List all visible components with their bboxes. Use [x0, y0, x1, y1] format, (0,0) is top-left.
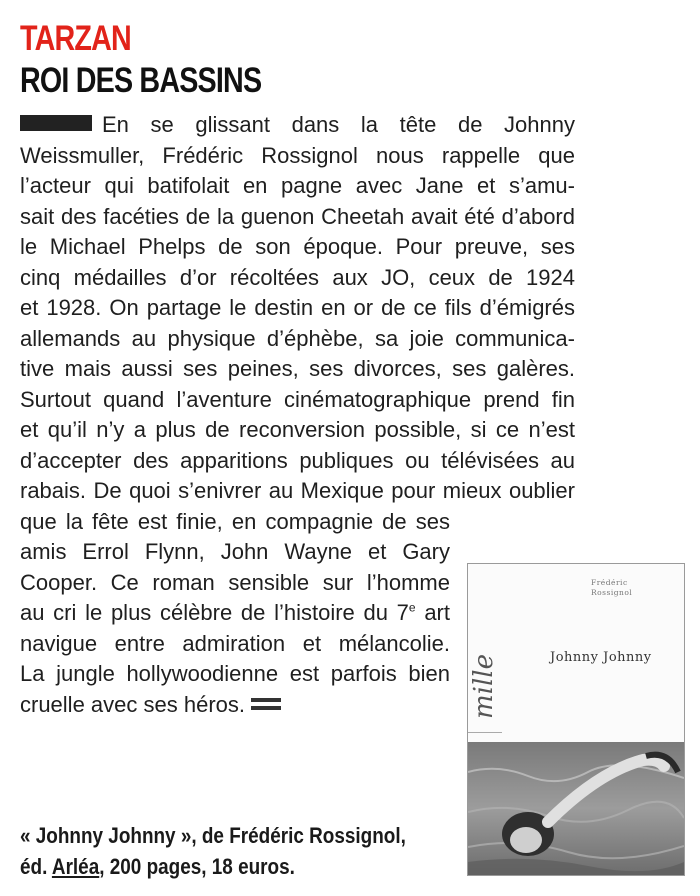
- body-line: navigue entre admiration et mélancolie.: [20, 630, 450, 656]
- body-line: La jungle hollywoodienne est parfois bien: [20, 661, 450, 686]
- article-headline: ROI DES BASSINS: [20, 61, 262, 100]
- caption-details-line: éd. Arléa, 200 pages, 18 euros.: [20, 854, 295, 879]
- book-cover: [467, 563, 685, 876]
- swimmer-photo: [468, 742, 684, 875]
- publisher-link[interactable]: Arléa: [51, 854, 100, 879]
- body-line: l’acteur qui batifolait en pagne avec Jane et s’amu-: [20, 173, 575, 198]
- cover-spine-label: mille: [469, 654, 499, 719]
- body-line: au cri le plus célèbre de l’histoire du 7e art: [20, 600, 450, 625]
- body-line: et 1928. On partage le destin en or de ce fils d’émigrés: [20, 295, 575, 320]
- body-line: et qu’il n’y a plus de reconversion possible, si ce n’est: [20, 417, 575, 442]
- body-line: Surtout quand l’aventure cinématographique prend fin: [20, 386, 575, 412]
- body-line: tive mais aussi ses peines, ses divorces, ses galères.: [20, 356, 575, 381]
- cover-author: Frédéric Rossignol: [591, 578, 633, 597]
- body-line: que la fête est finie, en compagnie de ses: [20, 508, 450, 534]
- body-line: allemands au physique d’éphèbe, sa joie communica-: [20, 325, 575, 351]
- body-line: sait des facéties de la guenon Cheetah avait été d’abord: [20, 203, 575, 229]
- body-line: cinq médailles d’or récoltées aux JO, ceux de 1924: [20, 264, 575, 290]
- lead-in-bar: [20, 115, 92, 131]
- body-line: Weissmuller, Frédéric Rossignol nous rappelle que: [20, 142, 575, 168]
- end-mark: [251, 698, 281, 710]
- body-line: rabais. De quoi s’enivrer au Mexique pour mieux oublier: [20, 478, 575, 503]
- body-line: Cooper. Ce roman sensible sur l’homme: [20, 569, 450, 595]
- body-line: d’accepter des apparitions publiques ou télévisées au: [20, 447, 575, 473]
- section-kicker: TARZAN: [20, 19, 131, 58]
- body-line: cruelle avec ses héros.: [20, 690, 575, 721]
- cover-divider: [468, 732, 502, 733]
- cover-title: Johnny Johnny: [550, 650, 652, 665]
- body-line: En se glissant dans la tête de Johnny: [20, 110, 575, 141]
- body-line: amis Errol Flynn, John Wayne et Gary: [20, 539, 450, 564]
- body-line: le Michael Phelps de son époque. Pour preuve, ses: [20, 234, 575, 259]
- caption-title-line: « Johnny Johnny », de Frédéric Rossignol,: [20, 823, 406, 848]
- book-caption: [20, 820, 406, 882]
